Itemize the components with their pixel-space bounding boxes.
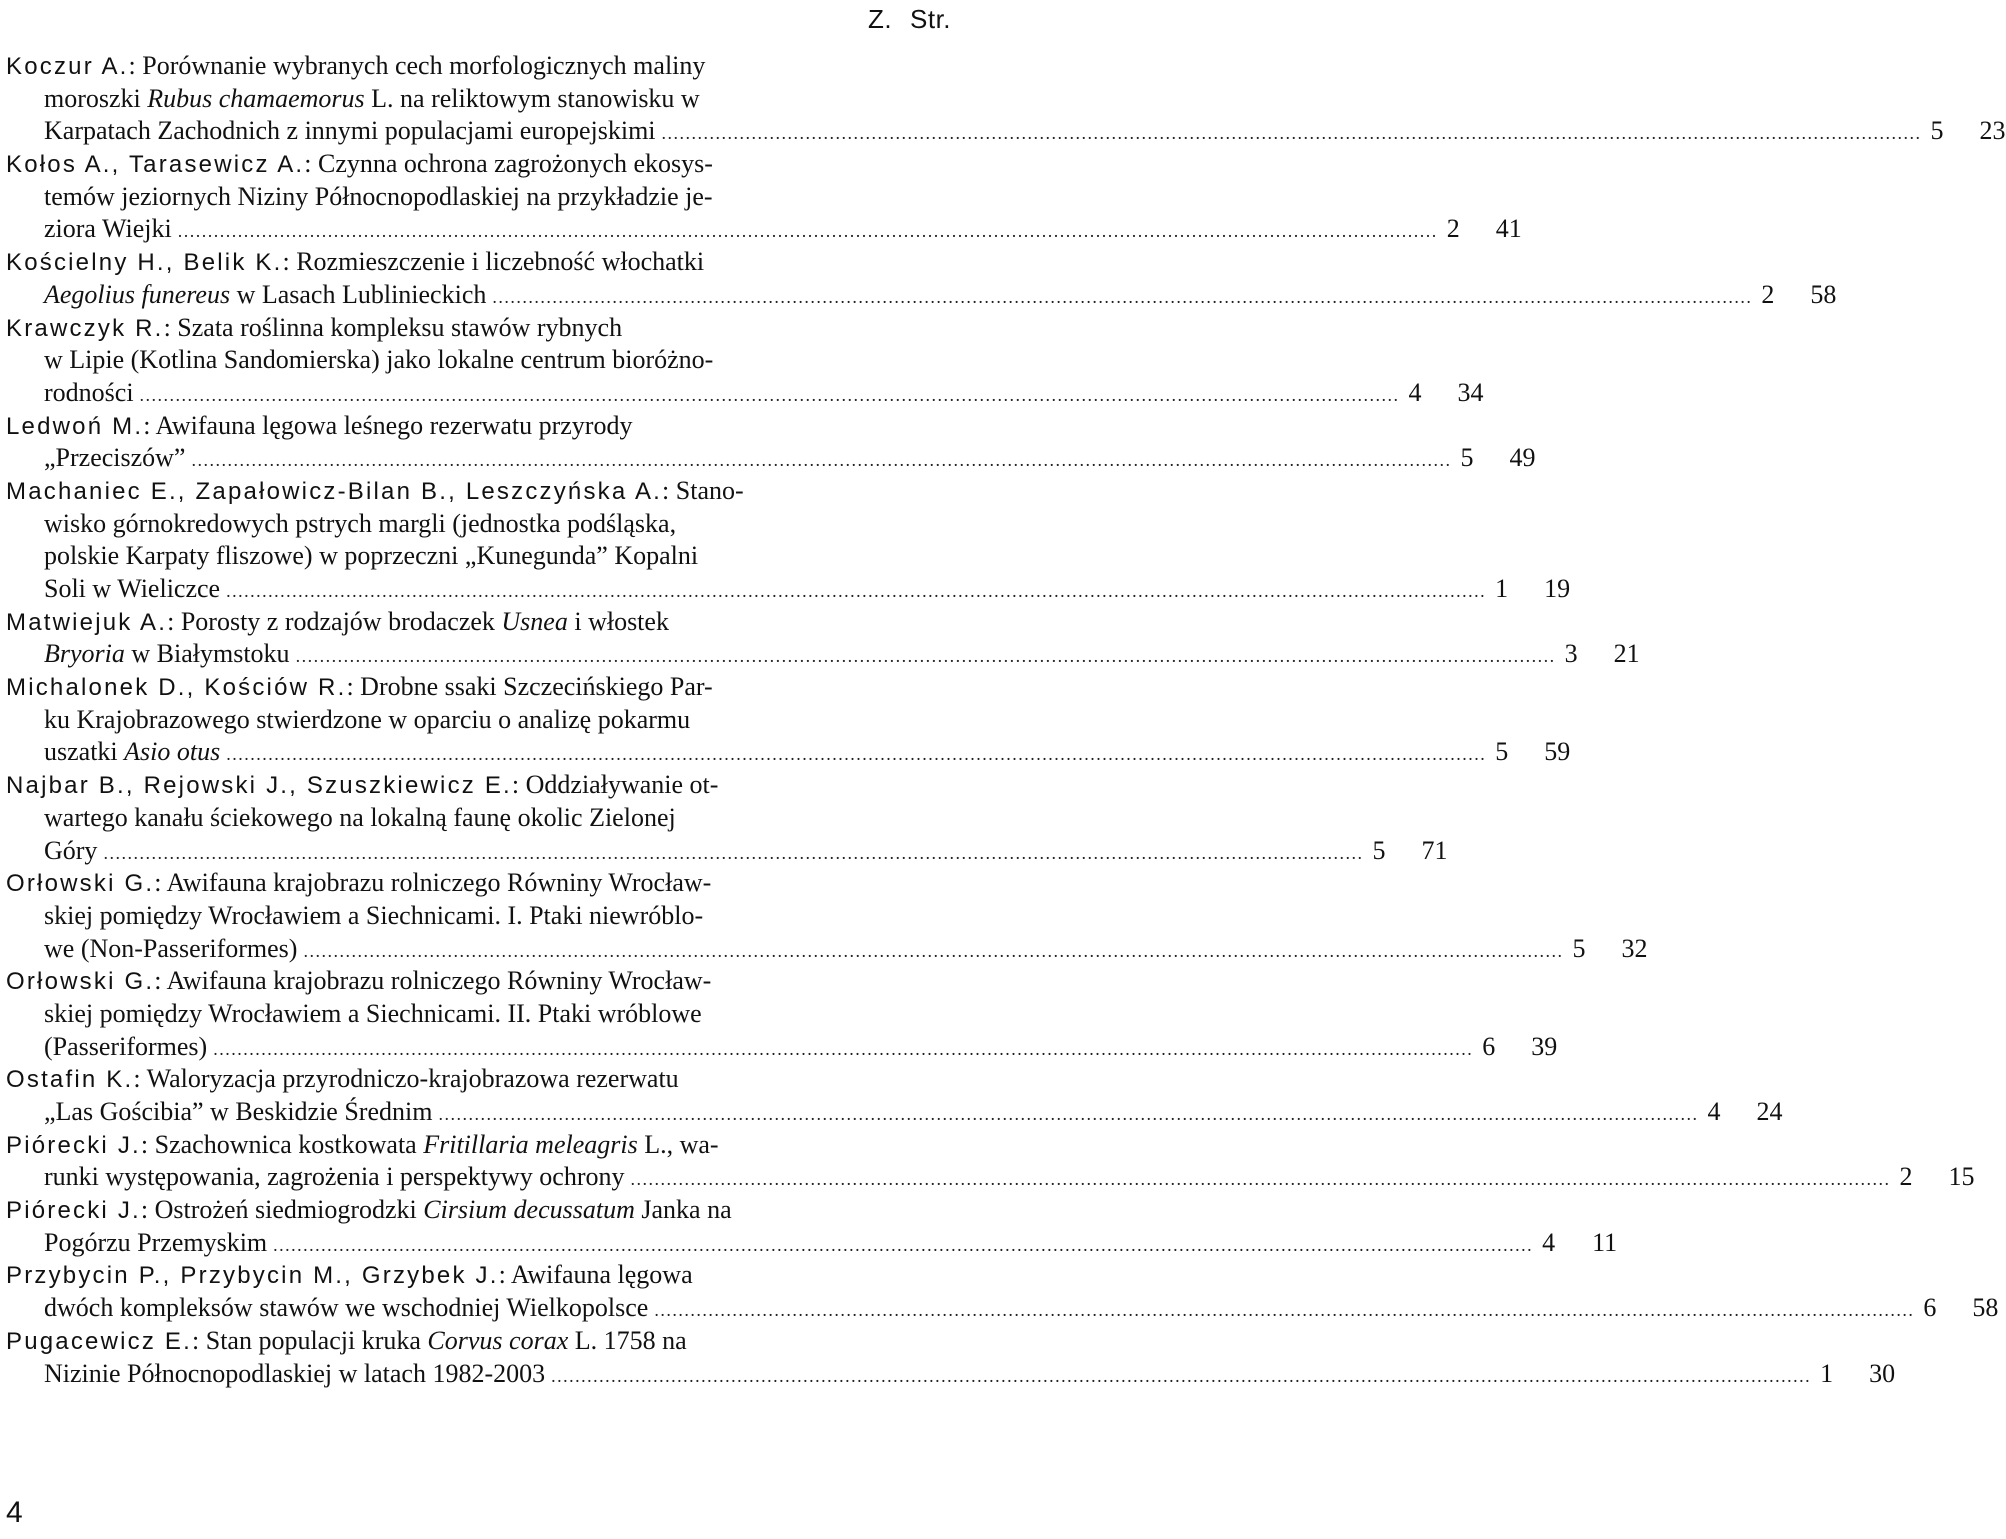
- taxon-name: Asio otus: [124, 737, 221, 767]
- index-entry: [6, 50, 2006, 148]
- title-segment: : Drobne ssaki Szczecińskiego Par-: [346, 672, 713, 702]
- entry-line: [6, 704, 946, 737]
- entry-text: [44, 181, 713, 214]
- entry-line: [6, 769, 946, 802]
- volume-column-header: Z.: [868, 4, 893, 34]
- dot-leader: [630, 1163, 1890, 1196]
- entry-text: [6, 1325, 687, 1359]
- title-segment: polskie Karpaty fliszowe) w poprzeczni „Kunegunda” Kopalni: [44, 541, 699, 571]
- entry-text: [44, 1096, 432, 1129]
- title-segment: wartego kanału ściekowego na lokalną faunę okolic Zielonej: [44, 802, 676, 832]
- page-number-ref: 15: [1948, 1162, 1975, 1192]
- entry-line: [6, 83, 946, 116]
- entry-line: [6, 1063, 946, 1096]
- title-segment: Janka na: [634, 1195, 732, 1225]
- title-segment: ziora Wiejki: [44, 214, 172, 244]
- page-number-ref: 19: [1544, 574, 1571, 603]
- entry-text: [6, 1194, 732, 1228]
- title-segment: : Waloryzacja przyrodniczo-krajobrazowa rezerwatu: [133, 1064, 679, 1094]
- entry-text: [6, 1063, 679, 1097]
- entry-text: [44, 1227, 267, 1260]
- volume-number: 5: [1930, 116, 1944, 146]
- entry-text: [44, 736, 220, 769]
- entry-line: [6, 638, 1640, 671]
- entry-line: [6, 344, 946, 377]
- title-segment: Nizinie Północnopodlaskiej w latach 1982-2003: [44, 1358, 546, 1388]
- entry-author: Ostafin K.: [6, 1066, 134, 1094]
- title-segment: (Passeriformes): [44, 1031, 208, 1061]
- entry-line: [6, 1096, 1783, 1129]
- entry-text: [6, 867, 711, 901]
- entry-author: Orłowski G.: [6, 870, 155, 898]
- index-entry: [6, 148, 1522, 246]
- entry-author: Machaniec E., Zapałowicz-Bilan B., Leszczyńska A.: [6, 477, 663, 505]
- page-number-ref: 58: [1810, 279, 1837, 309]
- index-entry: [6, 312, 1484, 410]
- dot-leader: [273, 1229, 1533, 1262]
- index-entry: [6, 1063, 1783, 1128]
- volume-number: 6: [1923, 1293, 1937, 1323]
- title-segment: „Las Gościbia” w Beskidzie Średnim: [44, 1097, 433, 1126]
- entry-text: [44, 344, 713, 377]
- entry-text: [6, 475, 744, 509]
- entry-author: Ledwoń M.: [6, 412, 144, 440]
- entry-author: Pugacewicz E.: [6, 1327, 193, 1355]
- entry-text: [6, 246, 704, 280]
- volume-number: 4: [1408, 377, 1422, 407]
- page-number-ref: 24: [1756, 1097, 1783, 1126]
- entry-author: Najbar B., Rejowski J., Szuszkiewicz E.: [6, 772, 512, 800]
- title-segment: skiej pomiędzy Wrocławiem a Siechnicami. II. Ptaki wróblowe: [44, 998, 702, 1028]
- title-segment: Pogórzu Przemyskim: [44, 1227, 268, 1257]
- entry-line: [6, 1161, 1975, 1194]
- entry-line: [6, 606, 946, 639]
- title-segment: Karpatach Zachodnich z innymi populacjami europejskimi: [44, 116, 656, 146]
- title-segment: Góry: [44, 835, 98, 865]
- page-number-ref: 71: [1421, 835, 1448, 865]
- title-segment: : Porosty z rodzajów brodaczek: [167, 606, 502, 636]
- entry-text: [44, 508, 676, 541]
- entry-line: [6, 279, 1837, 312]
- volume-number: 5: [1572, 933, 1586, 963]
- title-segment: : Czynna ochrona zagrożonych ekosys-: [304, 149, 713, 179]
- entry-author: Piórecki J.: [6, 1197, 141, 1225]
- dot-leader: [662, 117, 1922, 150]
- title-segment: „Przeciszów”: [44, 443, 186, 473]
- volume-number: 1: [1495, 574, 1509, 603]
- title-segment: w Lasach Lublinieckich: [230, 279, 487, 309]
- entry-line: [6, 933, 1648, 966]
- page-number-ref: 11: [1592, 1227, 1618, 1257]
- index-entry: [6, 410, 1536, 475]
- dot-leader: [213, 1033, 1473, 1066]
- index-entry: [6, 965, 1558, 1063]
- entry-line: [6, 213, 1522, 246]
- entry-line: [6, 867, 946, 900]
- entry-text: [44, 540, 698, 573]
- taxon-name: Rubus chamaemorus: [147, 83, 365, 113]
- title-segment: temów jeziornych Niziny Północnopodlaskiej na przykładzie je-: [44, 181, 713, 211]
- entry-text: [6, 148, 713, 182]
- entry-line: [6, 900, 946, 933]
- entry-line: [6, 115, 2006, 148]
- entry-line: [6, 442, 1536, 475]
- entry-line: [6, 312, 946, 345]
- title-segment: : Awifauna lęgowa: [498, 1260, 693, 1290]
- title-segment: w Lipie (Kotlina Sandomierska) jako lokalne centrum bioróżno-: [44, 345, 714, 375]
- title-segment: w Białymstoku: [124, 639, 290, 669]
- entry-text: [44, 279, 486, 312]
- entry-line: [6, 1227, 1618, 1260]
- entry-text: [6, 1259, 693, 1293]
- entry-line: [6, 377, 1484, 410]
- entry-text: [44, 573, 220, 606]
- title-segment: : Stan populacji kruka: [192, 1325, 428, 1355]
- entry-author: Piórecki J.: [6, 1131, 141, 1159]
- entry-text: [44, 1292, 648, 1325]
- entry-text: [44, 802, 676, 835]
- page-number-ref: 30: [1869, 1358, 1896, 1388]
- index-entry: [6, 1325, 1896, 1390]
- title-segment: skiej pomiędzy Wrocławiem a Siechnicami. I. Ptaki niewróblo-: [44, 900, 704, 930]
- entry-line: [6, 736, 1571, 769]
- entry-line: [6, 1129, 946, 1162]
- entry-line: [6, 1292, 1999, 1325]
- dot-leader: [438, 1098, 1698, 1131]
- entry-author: Kościelny H., Belik K.: [6, 249, 283, 277]
- entry-text: [6, 965, 711, 999]
- dot-leader: [178, 215, 1438, 248]
- entry-author: Kołos A., Tarasewicz A.: [6, 151, 305, 179]
- page-number-ref: 58: [1972, 1293, 1999, 1323]
- entry-line: [6, 410, 946, 443]
- entry-text: [44, 442, 185, 475]
- entry-author: Michalonek D., Kościów R.: [6, 674, 347, 702]
- index-entry: [6, 867, 1648, 965]
- entry-line: [6, 148, 946, 181]
- entry-line: [6, 965, 946, 998]
- title-segment: : Porównanie wybranych cech morfologicznych maliny: [128, 51, 706, 80]
- entry-text: [6, 606, 669, 640]
- entry-text: [44, 1161, 624, 1194]
- index-entry: [6, 606, 1640, 671]
- page-number-ref: 39: [1531, 1031, 1558, 1061]
- entry-line: [6, 246, 946, 279]
- taxon-name: Bryoria: [44, 639, 125, 669]
- title-segment: : Rozmieszczenie i liczebność włochatki: [282, 247, 705, 277]
- dot-leader: [226, 738, 1486, 771]
- entry-text: [44, 1031, 207, 1064]
- title-segment: : Ostrożeń siedmiogrodzki: [140, 1195, 424, 1225]
- volume-number: 5: [1460, 443, 1474, 473]
- page-column-header: Str.: [910, 4, 952, 34]
- index-entry: [6, 475, 1571, 606]
- entry-text: [44, 900, 703, 933]
- title-segment: i włostek: [567, 606, 669, 636]
- entry-text: [44, 704, 690, 737]
- title-segment: : Szata roślinna kompleksu stawów rybnych: [163, 312, 623, 342]
- title-segment: : Oddziaływanie ot-: [511, 770, 719, 800]
- taxon-name: Corvus corax: [427, 1325, 569, 1355]
- entry-text: [6, 671, 713, 705]
- title-segment: : Awifauna krajobrazu rolniczego Równiny Wrocław-: [154, 868, 712, 898]
- page-number-ref: 21: [1613, 639, 1640, 669]
- entry-line: [6, 1325, 946, 1358]
- entry-author: Koczur A.: [6, 53, 129, 80]
- entry-text: [44, 1358, 545, 1391]
- title-segment: wisko górnokredowych pstrych margli (jednostka podśląska,: [44, 508, 677, 538]
- title-segment: moroszki: [44, 83, 148, 113]
- title-segment: uszatki: [44, 737, 125, 767]
- volume-number: 2: [1899, 1162, 1913, 1192]
- index-entry: [6, 1194, 1618, 1259]
- taxon-name: Fritillaria meleagris: [423, 1129, 638, 1159]
- title-segment: runki występowania, zagrożenia i perspektywy ochrony: [44, 1162, 625, 1192]
- dot-leader: [303, 935, 1563, 968]
- volume-number: 2: [1446, 214, 1460, 244]
- title-segment: rodności: [44, 377, 134, 407]
- dot-leader: [551, 1360, 1811, 1393]
- entry-line: [6, 1259, 946, 1292]
- entry-line: [6, 802, 946, 835]
- index-entry: [6, 1259, 1999, 1324]
- entry-text: [6, 769, 718, 803]
- entry-line: [6, 508, 946, 541]
- entry-author: Przybycin P., Przybycin M., Grzybek J.: [6, 1262, 499, 1290]
- entry-line: [6, 475, 946, 508]
- entry-text: [44, 83, 700, 116]
- dot-leader: [140, 379, 1400, 412]
- taxon-name: Aegolius funereus: [44, 279, 231, 309]
- entry-line: [6, 181, 946, 214]
- entry-text: [6, 50, 705, 84]
- dot-leader: [492, 281, 1752, 314]
- entry-text: [44, 835, 97, 868]
- entry-line: [6, 540, 946, 573]
- volume-number: 6: [1482, 1031, 1496, 1061]
- page-number-ref: 32: [1621, 933, 1648, 963]
- entry-author: Krawczyk R.: [6, 314, 164, 342]
- volume-number: 4: [1542, 1227, 1556, 1257]
- dot-leader: [296, 640, 1556, 673]
- dot-leader: [226, 575, 1486, 608]
- index-entry: [6, 246, 1837, 311]
- entry-text: [44, 213, 172, 246]
- volume-number: 5: [1495, 737, 1509, 767]
- entry-line: [6, 573, 1571, 606]
- volume-number: 5: [1372, 835, 1386, 865]
- entry-author: Matwiejuk A.: [6, 608, 168, 636]
- entry-line: [6, 50, 946, 83]
- title-segment: Soli w Wieliczce: [44, 574, 221, 603]
- entry-text: [6, 1129, 719, 1163]
- title-segment: : Szachownica kostkowata: [140, 1129, 424, 1159]
- dot-leader: [103, 837, 1363, 870]
- taxon-name: Usnea: [501, 606, 568, 636]
- entry-line: [6, 998, 946, 1031]
- title-segment: dwóch kompleksów stawów we wschodniej Wielkopolsce: [44, 1293, 649, 1323]
- entry-text: [6, 410, 632, 444]
- page-number-ref: 49: [1509, 443, 1536, 473]
- entry-text: [6, 312, 622, 346]
- entry-text: [44, 377, 134, 410]
- dot-leader: [191, 444, 1451, 477]
- page-number: 4: [6, 1496, 23, 1529]
- entry-author: Orłowski G.: [6, 968, 155, 996]
- entry-line: [6, 671, 946, 704]
- title-segment: ku Krajobrazowego stwierdzone w oparciu o analizę pokarmu: [44, 704, 691, 734]
- entry-line: [6, 1358, 1896, 1391]
- index-entry: [6, 671, 1571, 769]
- title-segment: L. na reliktowym stanowisku w: [364, 83, 700, 113]
- title-segment: : Awifauna krajobrazu rolniczego Równiny Wrocław-: [154, 966, 712, 996]
- page-number-ref: 34: [1457, 377, 1484, 407]
- entry-text: [44, 933, 297, 966]
- volume-number: 1: [1820, 1358, 1834, 1388]
- entry-text: [44, 638, 290, 671]
- entry-line: [6, 1194, 946, 1227]
- volume-number: 2: [1761, 279, 1775, 309]
- entry-line: [6, 835, 1448, 868]
- title-segment: : Stano-: [662, 475, 744, 505]
- title-segment: L., wa-: [637, 1129, 719, 1159]
- dot-leader: [654, 1294, 1914, 1327]
- index-entry: [6, 769, 1448, 867]
- index-entry: [6, 1129, 1975, 1194]
- entry-text: [44, 115, 656, 148]
- title-segment: : Awifauna lęgowa leśnego rezerwatu przyrody: [143, 410, 633, 440]
- page-number-ref: 59: [1544, 737, 1571, 767]
- entry-text: [44, 998, 702, 1031]
- column-header: [868, 4, 956, 35]
- entry-line: [6, 1031, 1558, 1064]
- page-number-ref: 23: [1979, 116, 2006, 146]
- volume-number: 4: [1707, 1097, 1721, 1126]
- page-number-ref: 41: [1495, 214, 1522, 244]
- taxon-name: Cirsium decussatum: [423, 1195, 635, 1225]
- title-segment: we (Non-Passeriformes): [44, 933, 298, 963]
- title-segment: L. 1758 na: [568, 1325, 687, 1355]
- index-list: [6, 50, 2006, 1390]
- volume-number: 3: [1564, 639, 1578, 669]
